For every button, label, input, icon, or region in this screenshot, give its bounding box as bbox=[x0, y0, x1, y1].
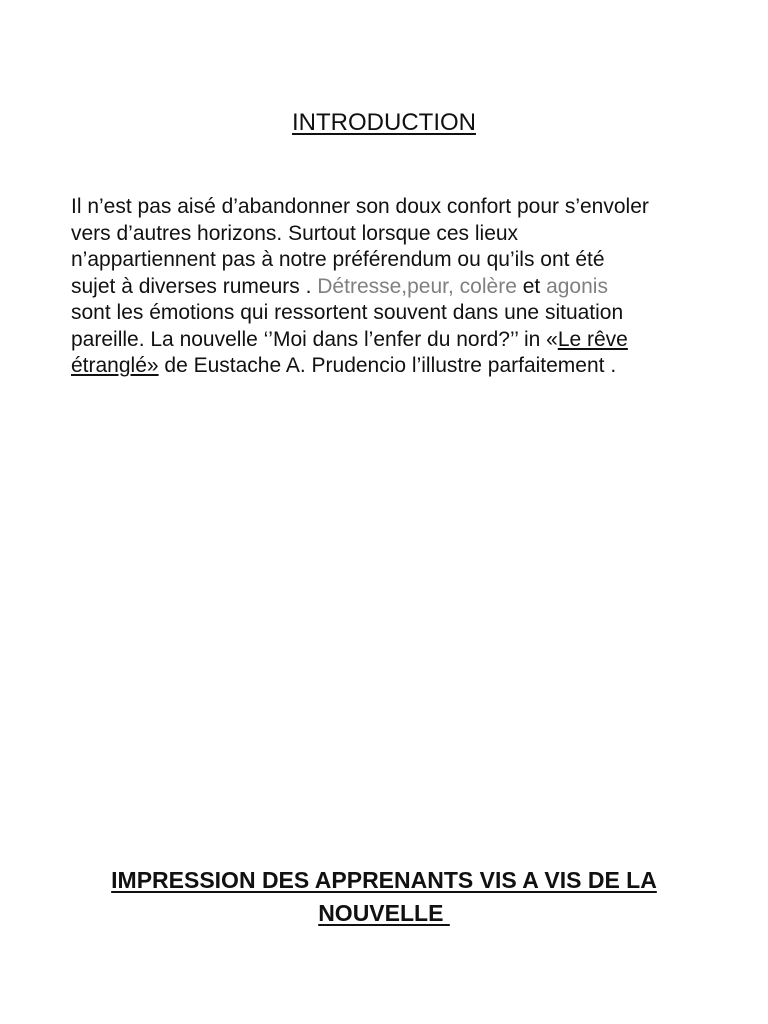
paragraph-line: vers d’autres horizons. Surtout lorsque ces lieux bbox=[71, 221, 519, 245]
section-heading bbox=[60, 864, 708, 930]
paragraph-line bbox=[71, 274, 701, 301]
emotions-highlight: Détresse,peur, colère bbox=[317, 274, 517, 298]
paragraph-text: de Eustache A. Prudencio l’illustre parfaitement . bbox=[158, 354, 617, 377]
section-heading-line: NOUVELLE bbox=[318, 900, 450, 926]
paragraph-line bbox=[71, 327, 701, 354]
book-title-part1: Le rêve bbox=[557, 327, 628, 351]
paragraph-text: sujet à diverses rumeurs . bbox=[71, 274, 318, 298]
paragraph-text: et bbox=[516, 274, 547, 298]
book-title-part2: étranglé» bbox=[71, 354, 159, 377]
agonis-highlight: agonis bbox=[546, 274, 608, 298]
paragraph-line bbox=[71, 353, 701, 380]
paragraph-line: Il n’est pas aisé d’abandonner son doux confort pour s’envoler bbox=[71, 195, 649, 218]
introduction-paragraph bbox=[71, 194, 701, 380]
paragraph-text: pareille. La nouvelle ‘’Moi dans l’enfer du nord?’’ in « bbox=[71, 327, 558, 351]
paragraph-line: n’appartiennent pas à notre préférendum ou qu’ils ont été bbox=[71, 248, 605, 271]
paragraph-line: sont les émotions qui ressortent souvent dans une situation bbox=[71, 301, 624, 324]
page-title: INTRODUCTION bbox=[292, 109, 476, 136]
section-heading-line: IMPRESSION DES APPRENANTS VIS A VIS DE LA bbox=[111, 867, 657, 893]
